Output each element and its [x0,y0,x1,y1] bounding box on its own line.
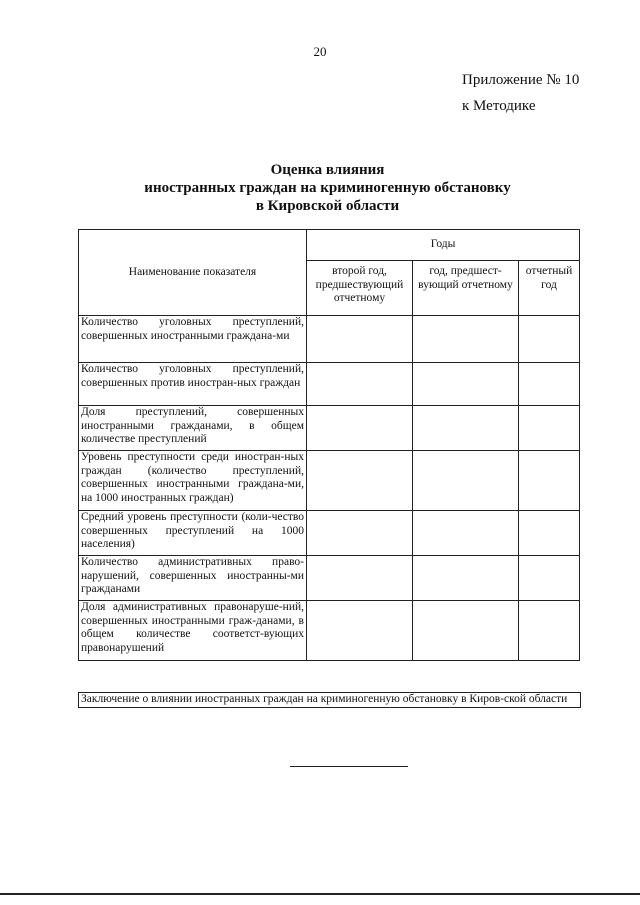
indicator-name-header: Наименование показателя [79,230,307,316]
page-bottom-rule [0,893,640,895]
value-cell [413,316,519,363]
value-cell [413,556,519,601]
years-header: Годы [307,230,580,261]
value-cell [519,316,580,363]
table-row [79,556,580,601]
table-row [79,316,580,363]
indicator-cell: Количество уголовных преступлений, совершенных иностранными граждана-ми [79,316,307,363]
value-cell [413,363,519,406]
value-cell [307,316,413,363]
value-cell [519,363,580,406]
indicator-cell: Уровень преступности среди иностран-ных граждан (количество преступлений, совершенных иностранными граждана-ми, на 1000 иностранных граждан) [79,451,307,511]
indicator-cell: Количество административных право-нарушений, совершенных иностранны-ми гражданами [79,556,307,601]
value-cell [307,601,413,661]
value-cell [519,451,580,511]
value-cell [519,601,580,661]
appendix-label: Приложение № 10 [462,72,580,88]
indicator-cell: Средний уровень преступности (коли-чество совершенных преступлений на 1000 населения) [79,511,307,556]
year-column-header: отчетный год [519,261,580,316]
table-row [79,601,580,661]
conclusion-box: Заключение о влиянии иностранных граждан на криминогенную обстановку в Киров-ской области [78,692,581,708]
value-cell [413,511,519,556]
signature-line [290,766,408,767]
title-line-1: Оценка влияния [270,162,385,178]
table-row [79,451,580,511]
indicator-cell: Доля административных правонаруше-ний, совершенных иностранными граж-данами, в общем количестве соответст-вующих правонарушений [79,601,307,661]
table-row [79,511,580,556]
value-cell [413,601,519,661]
value-cell [307,556,413,601]
page-number: 20 [313,44,327,59]
value-cell [413,406,519,451]
value-cell [519,406,580,451]
indicator-cell: Доля преступлений, совершенных иностранными гражданами, в общем количестве преступлений [79,406,307,451]
title-line-2: иностранных граждан на криминогенную обстановку [144,180,511,196]
appendix-reference: к Методике [462,98,536,114]
assessment-table [78,229,580,661]
value-cell [307,451,413,511]
value-cell [307,511,413,556]
table-row [79,363,580,406]
value-cell [307,406,413,451]
value-cell [519,511,580,556]
value-cell [519,556,580,601]
document-title [0,161,640,215]
value-cell [307,363,413,406]
year-column-header: год, предшест-вующий отчетному [413,261,519,316]
table-row [79,406,580,451]
indicator-cell: Количество уголовных преступлений, совершенных против иностран-ных граждан [79,363,307,406]
value-cell [413,451,519,511]
year-column-header: второй год, предшествующий отчетному [307,261,413,316]
title-line-3: в Кировской области [255,198,400,214]
